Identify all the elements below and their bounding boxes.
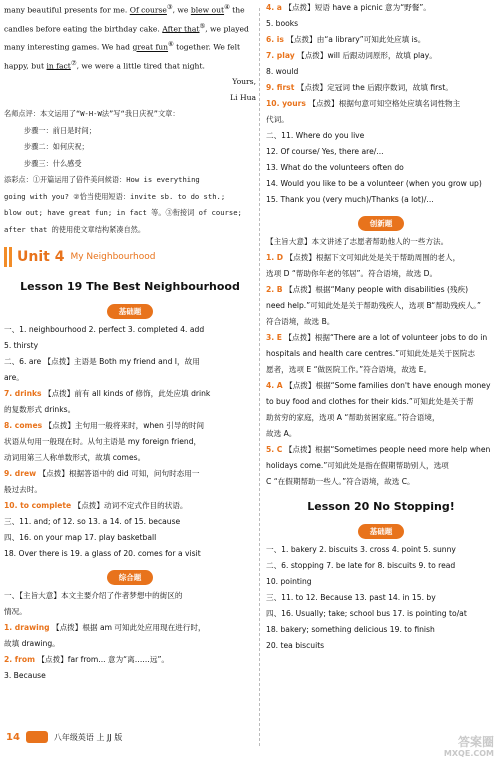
answer-line: 状语从句用一般现在时。从句主语是 my foreign friend， bbox=[4, 437, 202, 447]
answer-line: 7. play 【点拨】will 后跟动词原形，故填 play。 bbox=[266, 51, 437, 60]
answer-line: 10. pointing bbox=[266, 577, 312, 586]
essay-closing: Yours, bbox=[232, 77, 256, 87]
answer-line: 6. is 【点拨】由“a library”可知此处应填 is。 bbox=[266, 35, 426, 44]
lesson-title: Lesson 20 No Stopping! bbox=[307, 500, 455, 513]
section-badge: 创新题 bbox=[358, 216, 405, 231]
right-column bbox=[266, 0, 496, 654]
note-line: 步骤一：前日是时间； bbox=[24, 125, 96, 135]
note-line: 添彩点：①开篇运用了倍件美问候语：How is everything bbox=[4, 175, 200, 185]
answer-line: 20. tea biscuits bbox=[266, 641, 325, 650]
unit-title: Unit 4 bbox=[17, 249, 65, 266]
answer-line: 5. C 【点拨】根据“Sometimes people need more help when bbox=[266, 445, 491, 454]
book-title: 八年级英语 上 JJ 版 bbox=[53, 732, 123, 742]
answer-line: 8. comes 【点拨】主句用一般将来时，when 引导的时间 bbox=[4, 421, 205, 431]
teacher-notes bbox=[4, 106, 256, 238]
page-footer bbox=[6, 731, 122, 743]
answer-line: 2. from 【点拨】far from... 意为“离……远”。 bbox=[4, 655, 170, 665]
answer-line: 符合语境，故选 B。 bbox=[266, 317, 335, 326]
column-divider bbox=[259, 8, 260, 746]
answer-line: hospitals and health care centres.”可知此处是关于医院志 bbox=[266, 349, 475, 358]
answer-line: 四、16. on your map 17. play basketball bbox=[4, 533, 157, 543]
answer-line: need help.”可知此处是关于帮助残疾人，选项 B“帮助残疾人。” bbox=[266, 301, 481, 310]
answer-line: 一、1. bakery 2. biscuits 3. cross 4. point 5. sunny bbox=[266, 545, 456, 554]
section-badge: 综合题 bbox=[107, 570, 154, 585]
answer-line: 代词。 bbox=[266, 115, 289, 124]
answer-line: 三、11. to 12. Because 13. past 14. in 15. by bbox=[266, 593, 436, 602]
answer-line: 8. would bbox=[266, 67, 299, 76]
lesson20-basic-answers bbox=[266, 542, 496, 654]
answer-line: 18. bakery; something delicious 19. to finish bbox=[266, 625, 435, 634]
answer-line: 三、11. and; of 12. so 13. a 14. of 15. because bbox=[4, 517, 181, 527]
answer-line: 10. yours 【点拨】根据句意可知空格处应填名词性物主 bbox=[266, 99, 461, 108]
answer-line: 般过去时。 bbox=[4, 485, 42, 495]
answer-line: 助贫穷的家庭，选项 A “帮助贫困家庭。”符合语境， bbox=[266, 413, 440, 422]
note-line: 步骤二：如何庆祝； bbox=[24, 142, 89, 152]
answer-line: 9. drew 【点拨】根据答语中的 did 可知，问句时态用一 bbox=[4, 469, 200, 479]
answer-line: 9. first 【点拨】定冠词 the 后跟序数词，故填 first。 bbox=[266, 83, 453, 92]
section-badge: 基础题 bbox=[107, 304, 154, 319]
answer-line: 故选 A。 bbox=[266, 429, 297, 438]
answer-line: 18. Over there is 19. a glass of 20. comes for a visit bbox=[4, 549, 201, 559]
answer-line: 5. thirsty bbox=[4, 341, 39, 351]
answer-line: 愿者，选项 E “做医院工作。”符合语境，故选 E。 bbox=[266, 365, 432, 374]
answer-line: 7. drinks 【点拨】前有 all kinds of 修饰，此处应填 drink bbox=[4, 389, 211, 399]
answer-line: 选项 D “帮助你年老的邻居”。符合语境，故选 D。 bbox=[266, 269, 438, 278]
answer-line: 【主旨大意】本文讲述了志愿者帮助他人的一些方法。 bbox=[266, 237, 449, 246]
unit-header bbox=[4, 244, 256, 270]
answer-line: to buy food and clothes for their kids.”可知此处是关于帮 bbox=[266, 397, 474, 406]
answer-line: 2. B 【点拨】根据“Many people with disabilities (残疾) bbox=[266, 285, 469, 294]
lesson-title: Lesson 19 The Best Neighbourhood bbox=[20, 280, 240, 294]
note-line: after that 的使用使文章结构紧凑自然。 bbox=[4, 224, 146, 234]
answer-line: 二、6. are 【点拨】主语是 Both my friend and I，故用 bbox=[4, 357, 200, 367]
publisher-logo-icon bbox=[26, 731, 48, 743]
unit-subtitle: My Neighbourhood bbox=[70, 252, 156, 263]
answer-line: 14. Would you like to be a volunteer (when you grow up) bbox=[266, 179, 482, 188]
answer-line: 15. Thank you (very much)/Thanks (a lot)/... bbox=[266, 195, 434, 204]
answer-line: 13. What do the volunteers often do bbox=[266, 163, 404, 172]
note-line: 名师点评：本文运用了“W-H-W法”写“我日庆祝”文章： bbox=[4, 109, 180, 119]
lesson19-comprehensive-answers bbox=[4, 588, 256, 684]
answer-line: 1. drawing 【点拨】根据 am 可知此处应用现在进行时， bbox=[4, 623, 206, 633]
essay-signature: Li Hua bbox=[230, 93, 256, 103]
answer-line: 1. D 【点拨】根据下文可知此处是关于帮助周围的老人， bbox=[266, 253, 461, 262]
watermark: 答案圈 MXQE.COM bbox=[443, 735, 494, 758]
answer-line: 10. to complete 【点拨】动词不定式作目的状语。 bbox=[4, 501, 188, 511]
answer-line: 4. A 【点拨】根据“Some families don't have enough money bbox=[266, 381, 491, 390]
answer-line: holidays come.”可知此处是指在假期帮助别人，选项 bbox=[266, 461, 449, 470]
answer-line: 四、16. Usually; take; school bus 17. is pointing to/at bbox=[266, 609, 467, 618]
answer-line: 4. a 【点拨】短语 have a picnic 意为“野餐”。 bbox=[266, 3, 431, 12]
answer-line: 12. Of course/ Yes, there are/... bbox=[266, 147, 384, 156]
answer-line: 二、11. Where do you live bbox=[266, 131, 365, 140]
answer-line: 一、1. neighbourhood 2. perfect 3. completed 4. add bbox=[4, 325, 205, 335]
answer-line: 一、【主旨大意】本文主要介绍了作者梦想中的街区的 bbox=[4, 591, 183, 601]
answer-line: 二、6. stopping 7. be late for 8. biscuits 9. to read bbox=[266, 561, 456, 570]
answer-line: 情况。 bbox=[4, 607, 27, 617]
answer-line: 3. Because bbox=[4, 671, 46, 681]
left-column bbox=[4, 0, 256, 684]
answer-line: 5. books bbox=[266, 19, 299, 28]
lesson19-innovation-answers bbox=[266, 234, 496, 490]
essay-block bbox=[4, 0, 256, 106]
answer-line: C “在假期帮助一些人。”符合语境，故选 C。 bbox=[266, 477, 415, 486]
answer-line: are。 bbox=[4, 373, 24, 383]
note-line: going with you? ②恰当使用短语：invite sb. to do sth.; bbox=[4, 191, 226, 201]
essay-line: many beautiful presents for me. Of course③, we blew out④ the bbox=[4, 4, 245, 15]
essay-line: many interesting games. We had great fun⑥ together. We felt bbox=[4, 41, 241, 52]
note-line: blow out; have great fun; in fact 等。③衔接词 of course; bbox=[4, 208, 242, 218]
answer-line: 故填 drawing。 bbox=[4, 639, 60, 649]
note-line: 步骤三：什么感受 bbox=[24, 158, 82, 168]
lesson19-answers-continued bbox=[266, 0, 496, 208]
unit-bars-icon bbox=[4, 247, 12, 267]
section-badge: 基础题 bbox=[358, 524, 405, 539]
answer-line: 动词用第三人称单数形式，故填 comes。 bbox=[4, 453, 146, 463]
answer-line: 3. E 【点拨】根据“There are a lot of volunteer jobs to do in bbox=[266, 333, 488, 342]
essay-line: happy, but in fact⑦, we were a little tired that night. bbox=[4, 59, 205, 71]
page-number: 14 bbox=[6, 731, 20, 743]
answer-line: 的复数形式 drinks。 bbox=[4, 405, 76, 415]
essay-line: candles before eating the birthday cake. After that⑤, we played bbox=[4, 22, 249, 34]
lesson19-basic-answers bbox=[4, 322, 256, 562]
